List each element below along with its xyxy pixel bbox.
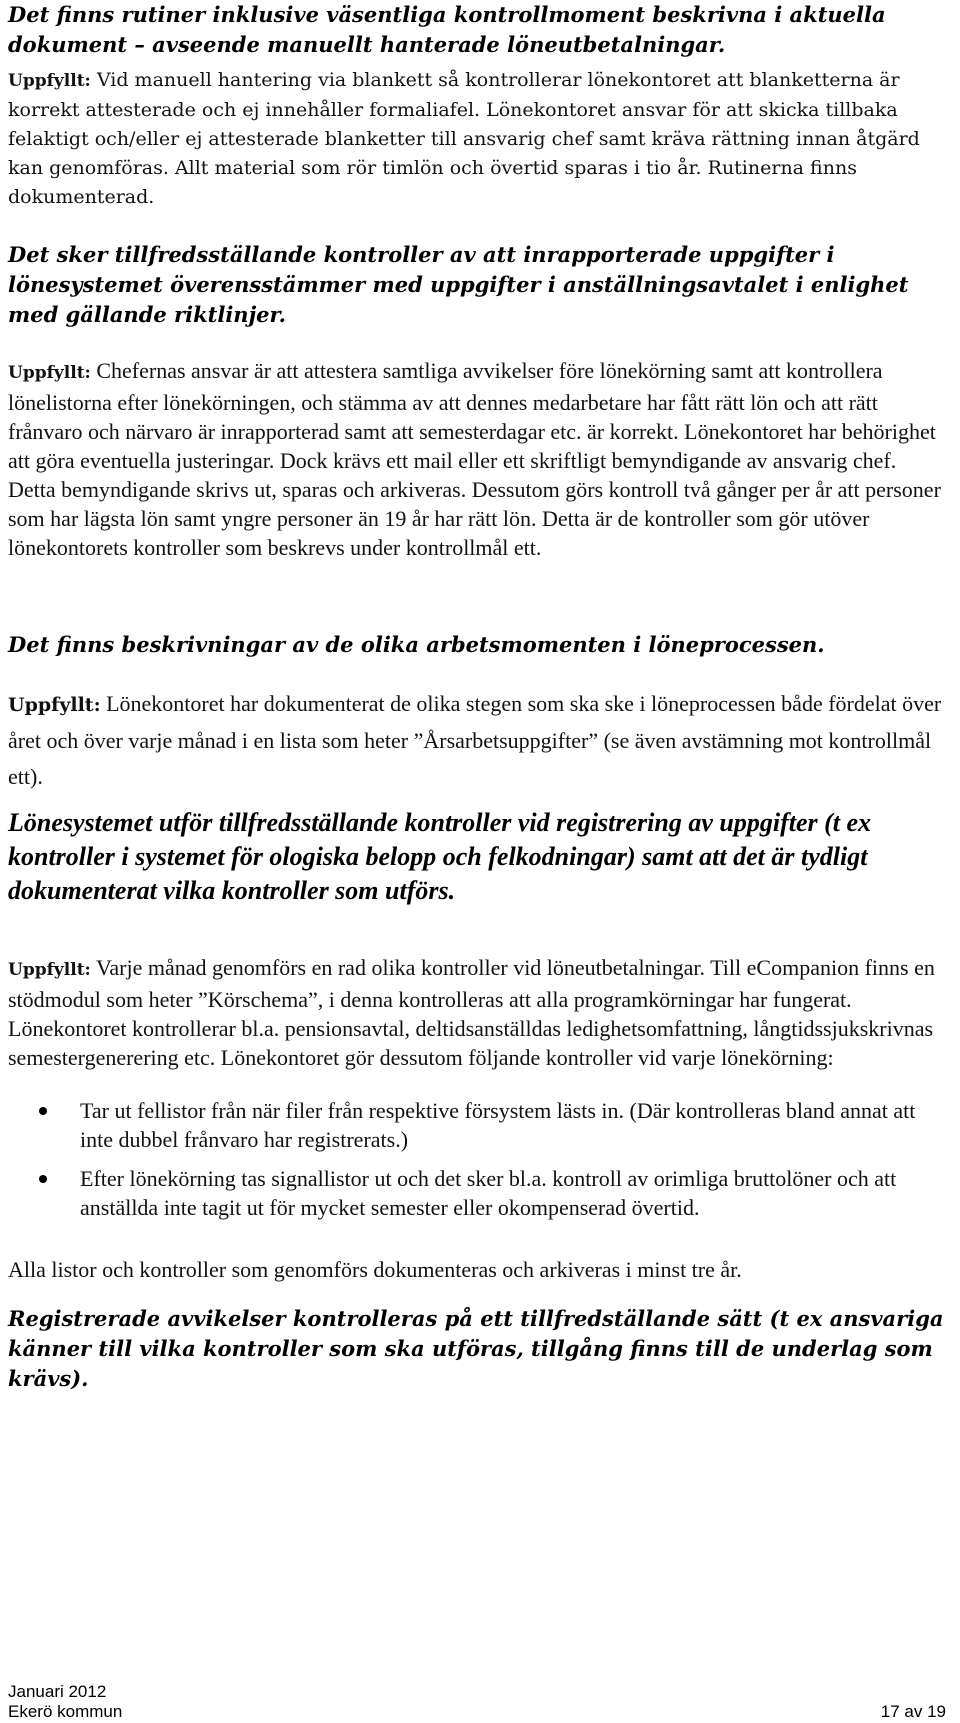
section-3-paragraph — [8, 686, 948, 795]
section-1-paragraph — [8, 66, 948, 212]
section-1-text: Vid manuell hantering via blankett så kontrollerar lönekontoret att blanketterna är korrekt attesterade och ej innehåller formaliafel. Lönekontoret ansvar för att skicka tillbaka felaktigt och/eller ej attesterade blanketter till ansvarig chef samt kräva rättning innan åtgärd kan genomföras. Allt material som rör timlön och övertid sparas i tio år. Rutinerna finns dokumenterad. — [8, 69, 920, 208]
section-2-text: Chefernas ansvar är att attestera samtliga avvikelser före lönekörning samt att kontrollera lönelistorna efter lönekörningen, och stämma av att dennes medarbetare har fått rätt lön och att rätt frånvaro och närvaro är inrapporterad samt att semesterdagar etc. är korrekt. Lönekontoret har behörighet att göra eventuella justeringar. Dock krävs ett mail eller ett skriftligt bemyndigande av ansvarig chef. Detta bemyndigande skrivs ut, sparas och arkiveras. Dessutom görs kontroll två gånger per år att personer som har lägsta lön samt yngre personer än 19 år har rätt lön. Detta är de kontroller som gör utöver lönekontorets kontroller som beskrevs under kontrollmål ett. — [8, 358, 941, 560]
section-4-closing: Alla listor och kontroller som genomförs dokumenteras och arkiveras i minst tre år. — [8, 1257, 742, 1282]
bullet-item: Efter lönekörning tas signallistor ut och det sker bl.a. kontroll av orimliga bruttolöner och att anställda inte tagit ut för mycket semester eller okompenserad övertid. — [80, 1164, 940, 1222]
bullet-item: Tar ut fellistor från när filer från respektive försystem lästs in. (Där kontrolleras bland annat att inte dubbel frånvaro har registrerats.) — [80, 1096, 940, 1154]
section-2-paragraph — [8, 356, 948, 562]
section-3-text: Lönekontoret har dokumenterat de olika stegen som ska ske i löneprocessen både fördelat över året och över varje månad i en lista som heter ”Årsarbetsuppgifter” (se även avstämning mot kontrollmål ett). — [8, 691, 942, 789]
control-bullet-list — [80, 1096, 940, 1232]
section-1-status-label: Uppfyllt: — [8, 71, 91, 91]
section-4-text: Varje månad genomförs en rad olika kontroller vid löneutbetalningar. Till eCompanion finns en stödmodul som heter ”Körschema”, i denna kontrolleras att alla programkörningar har fungerat. Lönekontoret kontrollerar bl.a. pensionsavtal, deltidsanställdas ledighetsomfattning, långtidssjukskrivnas semestergenerering etc. Lönekontoret gör dessutom följande kontroller vid varje lönekörning: — [8, 955, 935, 1070]
footer-organization: Ekerö kommun — [8, 1702, 123, 1721]
section-5-heading: Registrerade avvikelser kontrolleras på ett tillfredställande sätt (t ex ansvariga känner till vilka kontroller som ska utföras, tillgång finns till de underlag som krävs). — [8, 1306, 944, 1391]
section-1-heading: Det finns rutiner inklusive väsentliga kontrollmoment beskrivna i aktuella dokument – avseende manuellt hanterade löneutbetalningar. — [8, 2, 886, 57]
footer-page-number: 17 av 19 — [880, 1702, 946, 1721]
section-2-status-label: Uppfyllt: — [8, 363, 91, 383]
section-3-heading: Det finns beskrivningar av de olika arbetsmomenten i löneprocessen. — [8, 632, 825, 657]
section-3-status-label: Uppfyllt: — [8, 694, 101, 716]
section-2-heading: Det sker tillfredsställande kontroller av att inrapporterade uppgifter i lönesystemet överensstämmer med uppgifter i anställningsavtalet i enlighet med gällande riktlinjer. — [8, 242, 909, 327]
section-4-heading: Lönesystemet utför tillfredsställande kontroller vid registrering av uppgifter (t ex kontroller i systemet för ologiska belopp och felkodningar) samt att det är tydligt dokumenterat vilka kontroller som utförs. — [8, 808, 872, 905]
footer-date: Januari 2012 — [8, 1682, 107, 1701]
section-4-status-label: Uppfyllt: — [8, 960, 91, 980]
section-4-paragraph — [8, 953, 948, 1072]
